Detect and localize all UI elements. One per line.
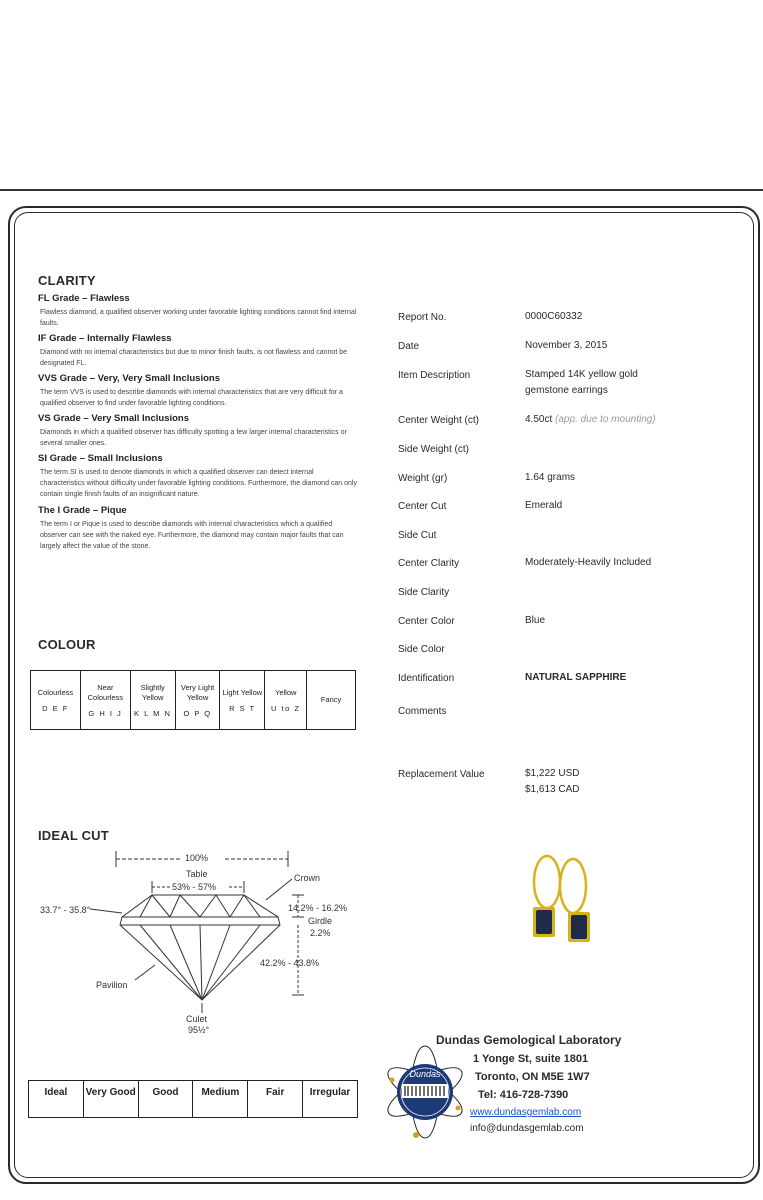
report-label-replacement-value: Replacement Value [398, 769, 485, 780]
colour-cell-slightly-yellow: Slightly Yellow K L M N [130, 671, 175, 730]
report-label-center-cut: Center Cut [398, 501, 447, 512]
colour-title: COLOUR [38, 637, 96, 652]
earrings-photo [515, 852, 600, 947]
cut-grade-cell: Fair [248, 1081, 303, 1118]
cut-grade-cell: Medium [193, 1081, 248, 1118]
cut-crown-label: Crown [294, 873, 321, 883]
lab-address-line1: 1 Yonge St, suite 1801 [473, 1053, 589, 1065]
clarity-grade-heading: SI Grade – Small Inclusions [38, 453, 163, 464]
clarity-grade-heading: IF Grade – Internally Flawless [38, 333, 172, 344]
colour-cell-very-light-yellow: Very Light Yellow O P Q [175, 671, 220, 730]
report-value-replacement-cad: $1,613 CAD [525, 784, 580, 795]
cut-culet-value: 95½° [188, 1025, 210, 1035]
report-value-item-description-line2: gemstone earrings [525, 385, 608, 396]
lab-address-line2: Toronto, ON M5E 1W7 [475, 1071, 590, 1083]
lab-email: info@dundasgemlab.com [470, 1123, 584, 1134]
report-value-identification: NATURAL SAPPHIRE [525, 672, 627, 683]
report-label-side-color: Side Color [398, 644, 445, 655]
report-label-weight: Weight (gr) [398, 473, 448, 484]
clarity-grade-heading: VS Grade – Very Small Inclusions [38, 413, 190, 424]
clarity-title: CLARITY [38, 273, 96, 288]
clarity-grade-text: The term I or Pique is used to describe diamonds with internal characteristics which a qualified observer can see with the naked eye. Furthermore, the diamond may contain major faults that can largely affect the value of the stone. [40, 521, 344, 550]
clarity-grade-heading: VVS Grade – Very, Very Small Inclusions [38, 373, 220, 384]
cut-width-label: 100% [185, 853, 209, 863]
lab-website-link[interactable]: www.dundasgemlab.com [470, 1107, 582, 1118]
cut-girdle-value: 2.2% [310, 928, 331, 938]
cut-pavilion-label: Pavilion [96, 980, 128, 990]
report-label-side-weight: Side Weight (ct) [398, 444, 469, 455]
report-label-center-weight: Center Weight (ct) [398, 415, 479, 426]
report-label-item-description: Item Description [398, 370, 471, 381]
cut-grade-cell: Ideal [29, 1081, 84, 1118]
report-label-comments: Comments [398, 706, 447, 717]
report-value-center-cut: Emerald [525, 500, 563, 511]
report-value-item-description: Stamped 14K yellow gold [525, 369, 638, 380]
report-value-date: November 3, 2015 [525, 340, 608, 351]
clarity-grade-text: The term SI is used to denote diamonds in which a qualified observer can detect internal characteristics without difficulty under favorable lighting conditions. Furthermore, the diamond can only contain single finish faults of an insignificant nature. [40, 469, 357, 498]
cut-crown-height: 14.2% - 16.2% [288, 903, 348, 913]
cut-pavilion-depth: 42.2% - 43.8% [260, 958, 320, 968]
cut-girdle-label: Girdle [308, 916, 333, 926]
report-value-weight: 1.64 grams [525, 472, 576, 483]
report-value-center-weight: 4.50ct (app. due to mounting) [525, 414, 656, 425]
colour-cell-fancy: Fancy [307, 671, 356, 730]
clarity-grade-heading: The I Grade – Pique [38, 505, 127, 516]
colour-cell-light-yellow: Light Yellow R S T [220, 671, 265, 730]
report-label-date: Date [398, 341, 420, 352]
colour-cell-near-colourless: Near Colourless G H I J [80, 671, 130, 730]
clarity-grade-text: Diamonds in which a qualified observer has difficulty spotting a few larger internal characteristics or several smaller ones. [40, 429, 347, 447]
cut-grade-table [28, 1080, 358, 1118]
cut-grade-cell: Irregular [303, 1081, 358, 1118]
report-label-center-color: Center Color [398, 616, 455, 627]
cut-grade-cell: Very Good [83, 1081, 138, 1118]
report-value-center-clarity: Moderately-Heavily Included [525, 557, 652, 568]
cut-table-label: Table [186, 869, 208, 879]
lab-name: Dundas Gemological Laboratory [436, 1033, 622, 1047]
report-label-side-cut: Side Cut [398, 530, 437, 541]
cut-grade-cell: Good [138, 1081, 193, 1118]
cut-crown-angle: 33.7° - 35.8° [40, 905, 91, 915]
report-label-report-no: Report No. [398, 312, 447, 323]
report-value-center-color: Blue [525, 615, 546, 626]
lab-phone: Tel: 416-728-7390 [478, 1089, 569, 1101]
lab-seal-logo [380, 1040, 475, 1145]
colour-cell-colourless: Colourless D E F [31, 671, 81, 730]
top-rule [0, 189, 763, 191]
report-value-report-no: 0000C60332 [525, 311, 583, 322]
report-label-side-clarity: Side Clarity [398, 587, 450, 598]
center-weight-note: (app. due to mounting) [555, 414, 656, 425]
cut-culet-label: Culet [186, 1014, 208, 1024]
report-label-identification: Identification [398, 673, 455, 684]
report-value-replacement-usd: $1,222 USD [525, 768, 580, 779]
colour-grade-table [30, 670, 356, 730]
clarity-grade-text: The term VVS is used to describe diamonds with internal characteristics that are very difficult for a qualified observer to find under favorable lighting conditions. [40, 389, 343, 407]
lab-seal-text: Dundas [409, 1069, 441, 1079]
clarity-grade-heading: FL Grade – Flawless [38, 293, 130, 304]
cut-table-range: 53% - 57% [172, 882, 217, 892]
colour-cell-yellow: Yellow U to Z [265, 671, 307, 730]
clarity-grade-text: Flawless diamond, a qualified observer working under favorable lighting conditions cannot find internal faults. [40, 309, 357, 327]
report-label-center-clarity: Center Clarity [398, 558, 460, 569]
clarity-grade-text: Diamond with no internal characteristics but due to minor finish faults, is not flawless and cannot be designated FL. [40, 349, 347, 367]
ideal-cut-title: IDEAL CUT [38, 828, 109, 843]
